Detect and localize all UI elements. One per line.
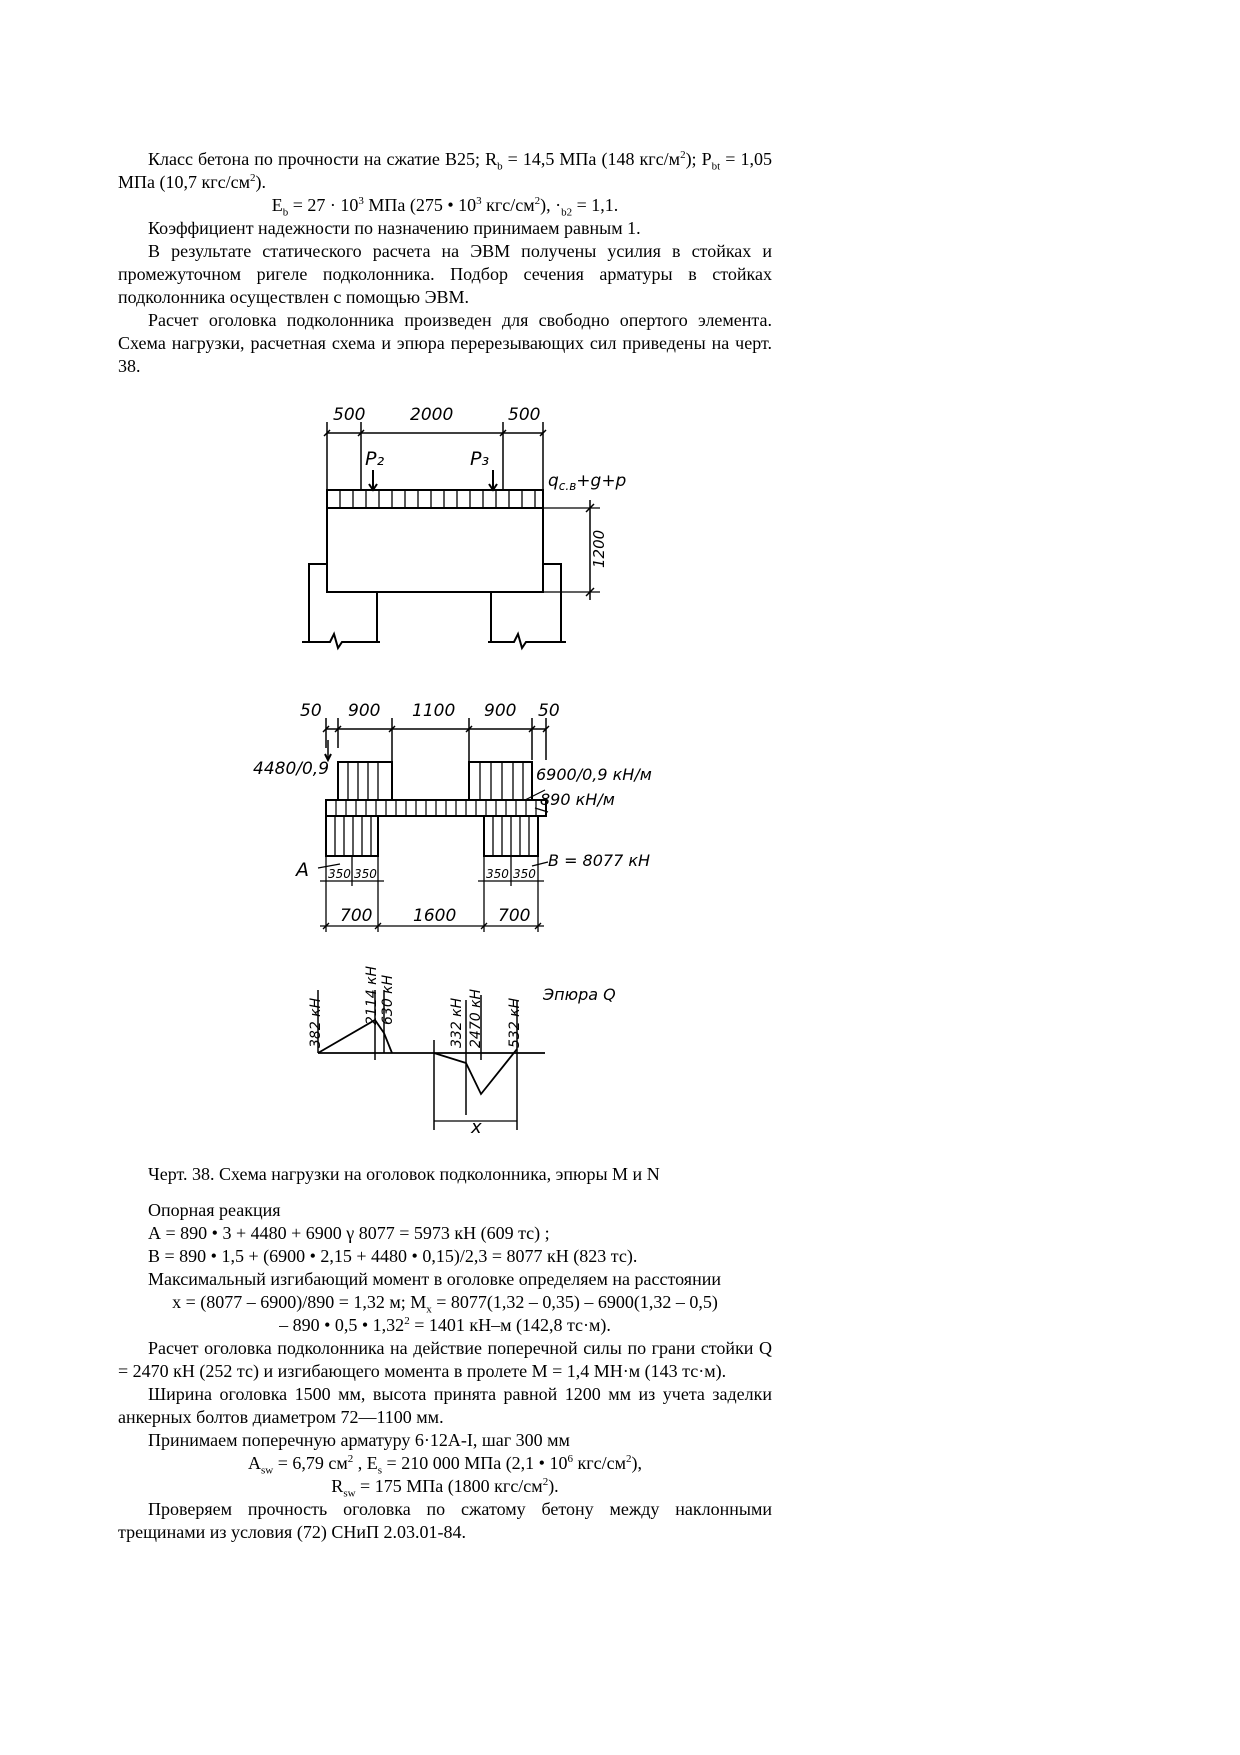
subscript: b: [497, 160, 503, 173]
paragraph-max-moment: Максимальный изгибающий момент в оголовке определяем на расстоянии: [148, 1269, 721, 1289]
shear-value-label: 532 кН: [507, 997, 523, 1048]
subscript: b: [282, 206, 289, 219]
load-p3-label: P₃: [470, 448, 490, 470]
paragraph-head-width: Ширина оголовка 1500 мм, высота принята равной 1200 мм из учета заделки анкерных болтов диаметром 72—1100 мм.: [118, 1384, 772, 1427]
text-run: ).: [255, 172, 266, 192]
distributed-load-label: 890 кН/м: [540, 790, 615, 809]
text-run: = 6,79 см: [273, 1453, 348, 1473]
x-distance-label: x: [471, 1117, 482, 1138]
text-run: ).: [548, 1476, 559, 1496]
dim-label: 700: [498, 906, 531, 926]
equation-x-continued: [118, 1314, 772, 1337]
paragraph-support-reaction: Опорная реакция: [148, 1200, 281, 1220]
equation-a: А = 890 • 3 + 4480 + 6900 γ 8077 = 5973 кН (609 тс) ;: [148, 1223, 550, 1243]
distributed-load-label: [548, 471, 627, 493]
superscript: 6: [567, 1453, 573, 1465]
equation-rsw: [118, 1475, 772, 1498]
text-run: A: [248, 1453, 261, 1473]
equation-b: В = 890 • 1,5 + (6900 • 2,15 + 4480 • 0,15)/2,3 = 8077 кН (823 тс).: [148, 1246, 638, 1266]
text-run: +g+p: [576, 471, 627, 491]
superscript: 3: [476, 195, 482, 207]
right-load-label: 6900/0,9 кН/м: [536, 765, 652, 784]
dim-label: 900: [348, 701, 381, 721]
text-run: ); P: [685, 149, 712, 169]
text-run: кгс/см: [573, 1453, 626, 1473]
dim-label: 350: [486, 867, 509, 881]
dim-label: 350: [354, 867, 377, 881]
diagram-title: Эпюра Q: [543, 985, 616, 1004]
text-run: = 8077(1,32 – 0,35) – 6900(1,32 – 0,5): [431, 1292, 718, 1312]
equation-x: [118, 1291, 772, 1314]
text-run: МПа (275 • 10: [363, 195, 477, 215]
equation-asw: [118, 1452, 772, 1475]
superscript: 2: [250, 172, 256, 184]
height-label: 1200: [590, 529, 608, 568]
paragraph-check-strength: Проверяем прочность оголовка по сжатому бетону между наклонными трещинами из условия (72) СНиП 2.03.01-84.: [118, 1499, 772, 1542]
subscript: с.в: [558, 479, 577, 493]
text-run: Класс бетона по прочности на сжатие В25; R: [148, 149, 498, 169]
superscript: 2: [534, 195, 541, 207]
text-run: – 890 • 0,5 • 1,32: [279, 1315, 405, 1335]
text-run: = 1,05 МПа (10,7 кгс/см: [118, 149, 772, 192]
dim-label: 1600: [413, 906, 457, 926]
text-run: E: [271, 195, 283, 215]
support-b-label: B = 8077 кН: [548, 851, 651, 870]
figure-caption-block: [118, 1163, 772, 1186]
text-run: x = (8077 – 6900)/890 = 1,32 м; M: [172, 1292, 427, 1312]
text-block-bottom: [118, 1199, 772, 1544]
superscript: 2: [542, 1476, 549, 1488]
text-run: ), ·: [540, 195, 562, 215]
subscript: sw: [261, 1464, 274, 1477]
text-run: кгс/см: [481, 195, 535, 215]
text-run: q: [548, 471, 559, 491]
paragraph-reliability: Коэффициент надежности по назначению принимаем равным 1.: [148, 218, 641, 238]
subscript: bt: [711, 160, 721, 173]
paragraph-reinforcement: Принимаем поперечную арматуру 6·12А-I, шаг 300 мм: [148, 1430, 570, 1450]
superscript: 2: [347, 1453, 354, 1465]
text-run: = 1,1.: [572, 195, 619, 215]
paragraph-head-calc: Расчет оголовка подколонника произведен для свободно опертого элемента. Схема нагрузки, расчетная схема и эпюра перерезывающих сил приведены на черт. 38.: [118, 310, 772, 376]
figure-load-scheme: [302, 422, 600, 648]
shear-value-label: 2470 кН: [468, 988, 484, 1048]
shear-value-label: 630 кН: [380, 974, 396, 1025]
dim-label: 1100: [412, 701, 456, 721]
dim-label: 50: [300, 701, 322, 721]
text-run: = 27 · 10: [288, 195, 359, 215]
left-load-label: 4480/0,9: [253, 759, 330, 779]
dim-label: 350: [513, 867, 536, 881]
figure-design-scheme: [318, 718, 549, 932]
text-run: = 210 000 МПа (2,1 • 10: [382, 1453, 568, 1473]
load-p2-label: P₂: [365, 448, 385, 470]
text-run: R: [331, 1476, 344, 1496]
subscript: x: [426, 1303, 432, 1316]
shear-value-label: 382 кН: [308, 997, 324, 1048]
superscript: 2: [404, 1315, 410, 1327]
dim-label: 50: [538, 701, 560, 721]
dim-label: 700: [340, 906, 373, 926]
paragraph-shear-calc: Расчет оголовка подколонника на действие поперечной силы по грани стойки Q = 2470 кН (252 тс) и изгибающего момента в пролете М = 1,4 МН·м (143 тс·м).: [118, 1338, 772, 1381]
shear-value-label: 332 кН: [449, 997, 465, 1048]
dim-label-right: 500: [508, 405, 541, 425]
paragraph-computer-calc: В результате статического расчета на ЭВМ получены усилия в стойках и промежуточном ригеле подколонника. Подбор сечения арматуры в стойках подколонника осуществлен с помощью ЭВМ.: [118, 241, 772, 307]
superscript: 2: [680, 149, 686, 161]
text-run: = 14,5 МПа (148 кгс/м: [502, 149, 681, 169]
text-run: , E: [353, 1453, 378, 1473]
subscript: b2: [561, 206, 573, 219]
subscript: s: [377, 1464, 383, 1477]
dim-label: 900: [484, 701, 517, 721]
support-a-label: A: [296, 859, 309, 881]
superscript: 3: [358, 195, 364, 207]
text-run: = 1401 кН–м (142,8 тс·м).: [409, 1315, 611, 1335]
dim-label: 350: [328, 867, 351, 881]
figure-caption: Черт. 38. Схема нагрузки на оголовок подколонника, эпюры М и N: [148, 1164, 660, 1184]
dim-label-left: 500: [333, 405, 366, 425]
shear-value-label: 2114 кН: [364, 965, 380, 1025]
subscript: sw: [343, 1487, 356, 1500]
superscript: 2: [626, 1453, 632, 1465]
text-run: ),: [631, 1453, 642, 1473]
dim-label-mid: 2000: [410, 405, 454, 425]
text-run: = 175 МПа (1800 кгс/см: [355, 1476, 543, 1496]
